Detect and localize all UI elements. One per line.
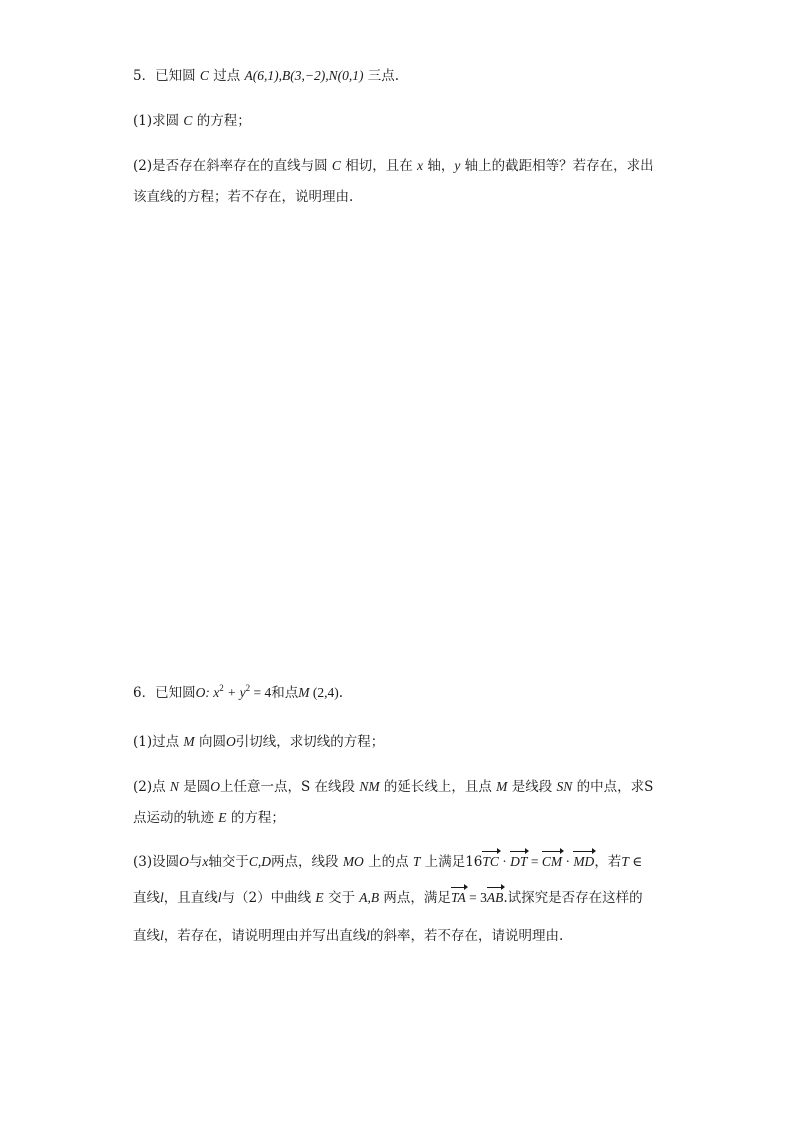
vector-cm: CM — [542, 852, 562, 872]
problem-6-part-2-cont: 点运动的轨迹 E 的方程； — [133, 810, 285, 826]
vector-dt: DT — [510, 852, 527, 872]
problem-6-part-2: (2)点 N 是圆O上任意一点，S 在线段 NM 的延长线上，且点 M 是线段 SN 的中点，求S — [133, 779, 654, 795]
problem-5-part-2: (2)是否存在斜率存在的直线与圆 C 相切，且在 x 轴，y 轴上的截距相等？若存在，求出 — [133, 158, 654, 174]
problem-6-part-3-line-3: 直线l，若存在，请说明理由并写出直线l的斜率，若不存在，请说明理由. — [133, 928, 564, 944]
problem-6-part-3-line-2: 直线l，且直线l与（2）中曲线 E 交于 A,B 两点，满足TA = 3AB.试探究是否存在这样的 — [133, 890, 643, 906]
vector-ta: TA — [451, 888, 466, 908]
problem-5-part-2-cont: 该直线的方程；若不存在，说明理由. — [133, 189, 354, 205]
problem-5-stem: 5．已知圆 C 过点 A(6,1),B(3,−2),N(0,1) 三点. — [133, 68, 400, 84]
problem-6-part-3: (3)设圆O与x轴交于C,D两点，线段 MO 上的点 T 上满足16TC · DT = CM · MD，若T ∈ — [133, 854, 643, 870]
problem-6-stem: 6．已知圆O: $x^2 + y^2 = 4$和点M (2,4). — [133, 683, 343, 701]
vector-tc: TC — [482, 852, 499, 872]
problem-5-part-1: (1)求圆 C 的方程； — [133, 113, 251, 129]
vector-md: MD — [573, 852, 594, 872]
points-list: A(6,1),B(3,−2),N(0,1) — [244, 68, 364, 83]
vector-ab: AB — [487, 888, 504, 908]
problem-6-part-1: (1)过点 M 向圆O引切线，求切线的方程； — [133, 734, 385, 750]
